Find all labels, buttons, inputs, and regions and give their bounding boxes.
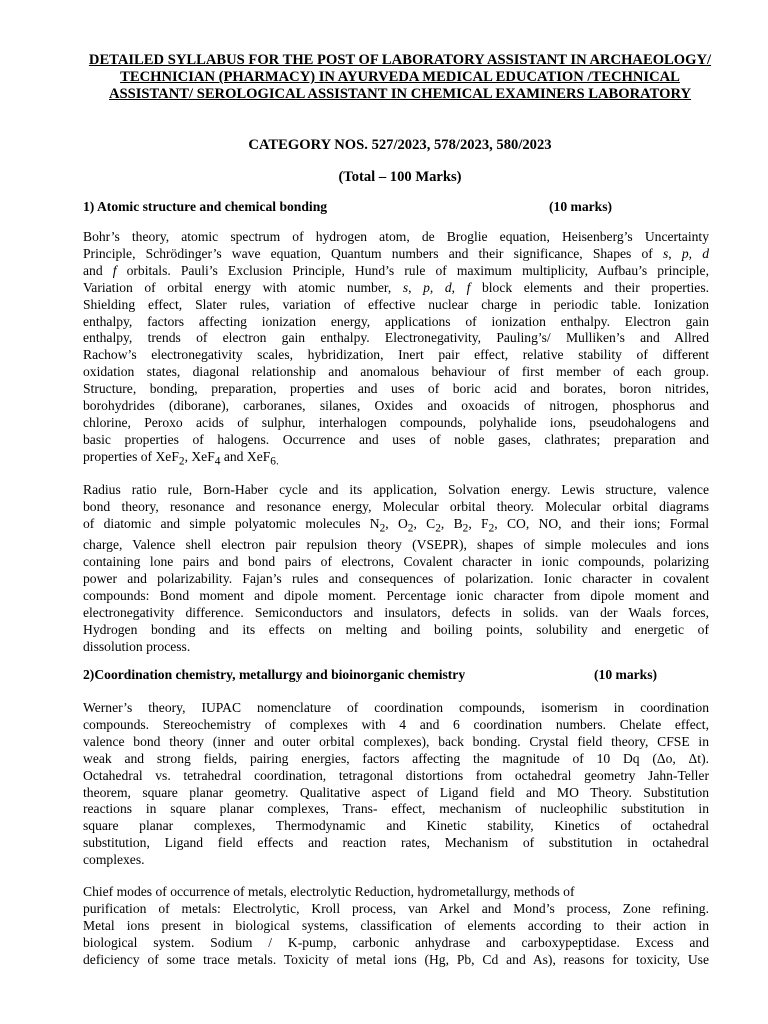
section-1-paragraph-2: Radius ratio rule, Born-Haber cycle and its application, Solvation energy. Lewis structure, valence bond theory, resonance and resonance energy, Molecular orbital theory. Molecular orbital diagrams of diatomic and simple polyatomic molecules $N_2$, $O_2$, $C_2$, $B_2$, $F_2$, CO, NO, and their ions; Formal charge, Valence shell electron pair repulsion theory (VSEPR), shapes of simple molecules and ions containing lone pairs and bond pairs of electrons, Covalent character in ionic compounds, polarizing power and polarizability. Fajan’s rules and consequences of polarization. Ionic character in covalent compounds: Bond moment and dipole moment. Percentage ionic character from dipole moment and electronegativity difference. Semiconductors and insulators, defects in solids. van der Waals forces, Hydrogen bonding and its effects on melting and boiling points, solubility and energetic of dissolution process. (83, 482, 709, 654)
section-1-heading (83, 198, 715, 215)
document-title: DETAILED SYLLABUS FOR THE POST OF LABORATORY ASSISTANT IN ARCHAEOLOGY/ TECHNICIAN (PHARMACY) IN AYURVEDA MEDICAL EDUCATION /TECHNICAL ASSISTANT/ SEROLOGICAL ASSISTANT IN CHEMICAL EXAMINERS LABORATORY (88, 52, 712, 102)
section-2-title: 2)Coordination chemistry, metallurgy and bioinorganic chemistry (83, 667, 466, 682)
section-1-paragraph-1: Bohr’s theory, atomic spectrum of hydrogen atom, de Broglie equation, Heisenberg’s Uncertainty Principle, Schrödinger’s wave equation, Quantum numbers and their significance, Shapes of s, p, d and f orbitals. Pauli’s Exclusion Principle, Hund’s rule of maximum multiplicity, Aufbau’s principle, Variation of orbital energy with atomic number, s, p, d, f block elements and their properties. Shielding effect, Slater rules, variation of effective nuclear charge in periodic table. Ionization enthalpy, factors affecting ionization energy, applications of ionization enthalpy. Electron gain enthalpy, trends of electron gain enthalpy. Electronegativity, Pauling’s/ Mulliken’s and Allred Rachow’s electronegativity scales, hybridization, Inert pair effect, relative stability of different oxidation states, diagonal relationship and anomalous behaviour of first member of each group. Structure, bonding, preparation, properties and uses of boric acid and borates, boron nitrides, borohydrides (diborane), carboranes, silanes, Oxides and oxoacids of nitrogen, phosphorus and chlorine, Peroxo acids of sulphur, interhalogen compounds, polyhalide ions, pseudohalogens and basic properties of halogens. Occurrence and uses of noble gases, clathrates; preparation and properties of XeF$_2$, XeF$_4$ and XeF$_{6.}$ (83, 229, 710, 468)
total-marks: (Total – 100 Marks) (338, 169, 462, 185)
section-2-paragraph-2: Chief modes of occurrence of metals, electrolytic Reduction, hydrometallurgy, methods of purification of metals: Electrolytic, Kroll process, van Arkel and Mond’s process, Zone refining. Metal ions present in biological systems, classification of elements according to their action in biological system. Sodium / K-pump, carbonic anhydrase and carboxypeptidase. Excess and deficiency of some trace metals. Toxicity of metal ions (Hg, Pb, Cd and As), reasons for toxicity, Use (83, 884, 709, 967)
section-1-marks: (10 marks) (549, 199, 613, 214)
section-2-marks: (10 marks) (594, 667, 658, 682)
section-2-paragraph-1: Werner’s theory, IUPAC nomenclature of coordination compounds, isomerism in coordination compounds. Stereochemistry of complexes with 4 and 6 coordination numbers. Chelate effect, valence bond theory (inner and outer orbital complexes), back bonding. Crystal field theory, CFSE in weak and strong fields, pairing energies, factors affecting the magnitude of 10 Dq (Δo, Δt). Octahedral vs. tetrahedral coordination, tetragonal distortions from octahedral geometry Jahn-Teller theorem, square planar geometry. Qualitative aspect of Ligand field and MO Theory. Substitution reactions in square planar complexes, Trans- effect, mechanism of nucleophilic substitution in square planar complexes, Thermodynamic and Kinetic stability, Kinetics of octahedral substitution, Ligand field effects and reaction rates, Mechanism of substitution in octahedral complexes. (83, 700, 709, 868)
section-2-heading (83, 666, 715, 683)
category-numbers: CATEGORY NOS. 527/2023, 578/2023, 580/2023 (248, 137, 552, 153)
section-1-title: 1) Atomic structure and chemical bonding (83, 199, 328, 214)
